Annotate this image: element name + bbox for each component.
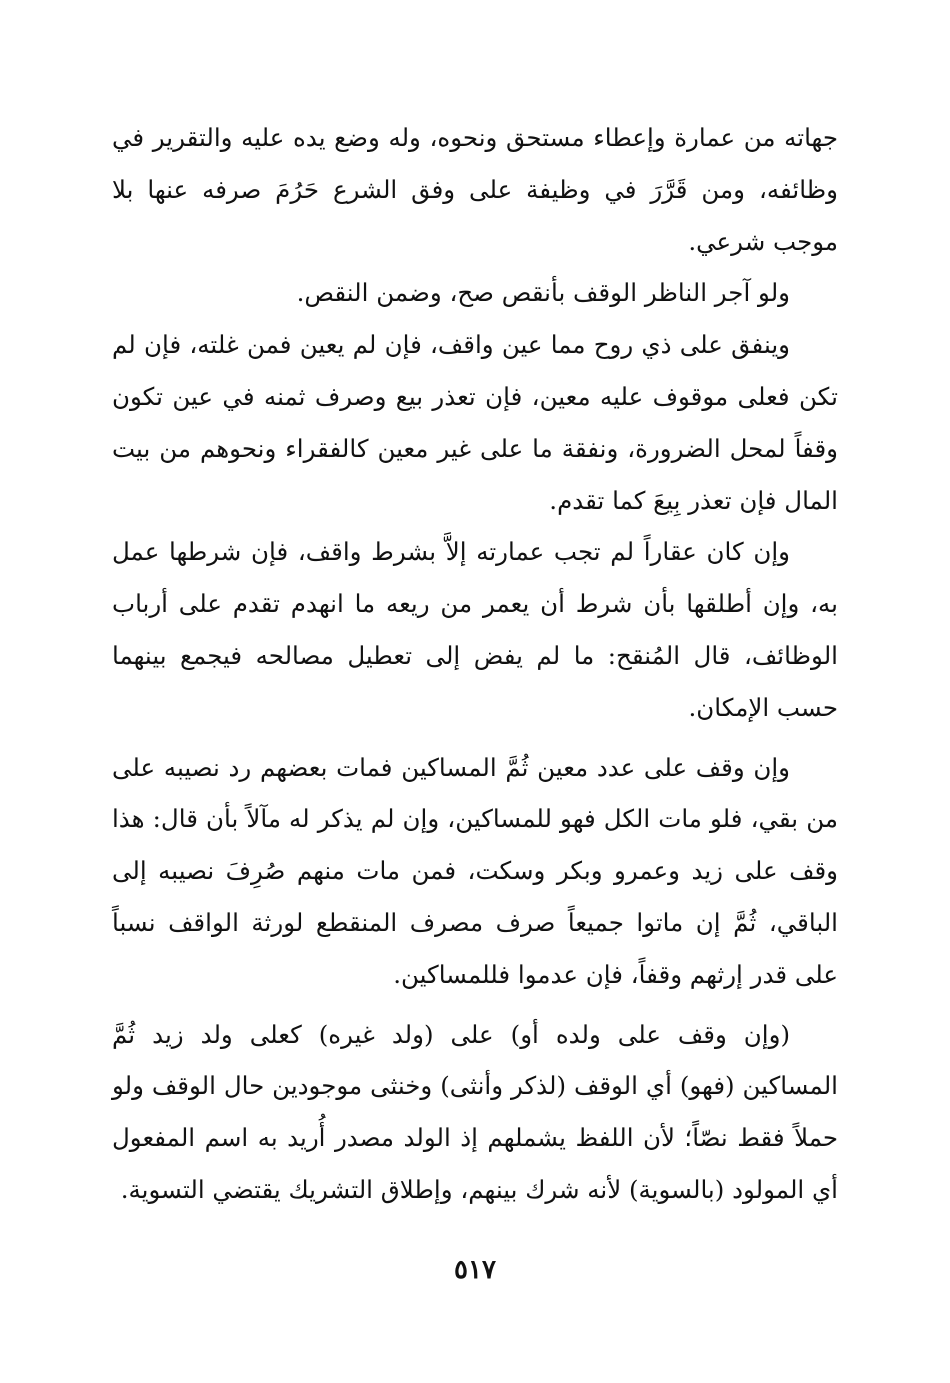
paragraph-2: ولو آجر الناظر الوقف بأنقص صح، وضمن النقص. bbox=[296, 278, 790, 308]
paragraph-1: جهاته من عمارة وإعطاء مستحق ونحوه، وله وضع يده عليه والتقرير في وظائفه، ومن قَرَّرَ في وظيفة على وفق الشرع حَرُمَ صرفه عنها بلا موجب شرعي. bbox=[112, 123, 838, 256]
page-body bbox=[112, 112, 838, 1216]
page-number: ٥١٧ bbox=[454, 1255, 496, 1285]
paragraph-6: (وإن وقف على ولده أو) على (ولد غيره) كعلى ولد زيد ثُمَّ المساكين (فهو) أي الوقف (لذكر وأنثى) وخنثى موجودين حال الوقف ولو حملاً فقط نصّاً؛ لأن اللفظ يشملهم إذ الولد مصدر أُريد به اسم المفعول أي المولود (بالسوية) لأنه شرك بينهم، وإطلاق التشريك يقتضي التسوية. bbox=[112, 1019, 838, 1204]
paragraph-gap bbox=[112, 1001, 838, 1009]
paragraph-5: وإن وقف على عدد معين ثُمَّ المساكين فمات بعضهم رد نصيبه على من بقي، فلو مات الكل فهو للمساكين، وإن لم يذكر له مآلاً بأن قال: هذا وقف على زيد وعمرو وبكر وسكت، فمن مات منهم صُرِفَ نصيبه إلى الباقي، ثُمَّ إن ماتوا جميعاً صرف مصرف المنقطع لورثة الواقف نسباً على قدر إرثهم وقفاً، فإن عدموا فللمساكين. bbox=[112, 752, 838, 989]
paragraph-gap bbox=[112, 734, 838, 742]
paragraph-3: وينفق على ذي روح مما عين واقف، فإن لم يعين فمن غلته، فإن لم تكن فعلى موقوف عليه معين، فإن تعذر بيع وصرف ثمنه في عين تكون وقفاً لمحل الضرورة، ونفقة ما على غير معين كالفقراء ونحوهم من بيت المال فإن تعذر بِيعَ كما تقدم. bbox=[112, 330, 838, 515]
paragraph-4: وإن كان عقاراً لم تجب عمارته إلاَّ بشرط واقف، فإن شرطها عمل به، وإن أطلقها بأن شرط أن يعمر من ريعه ما انهدم تقدم على أرباب الوظائف، قال المُنقح: ما لم يفض إلى تعطيل مصالحه فيجمع بينهما حسب الإمكان. bbox=[112, 537, 838, 722]
